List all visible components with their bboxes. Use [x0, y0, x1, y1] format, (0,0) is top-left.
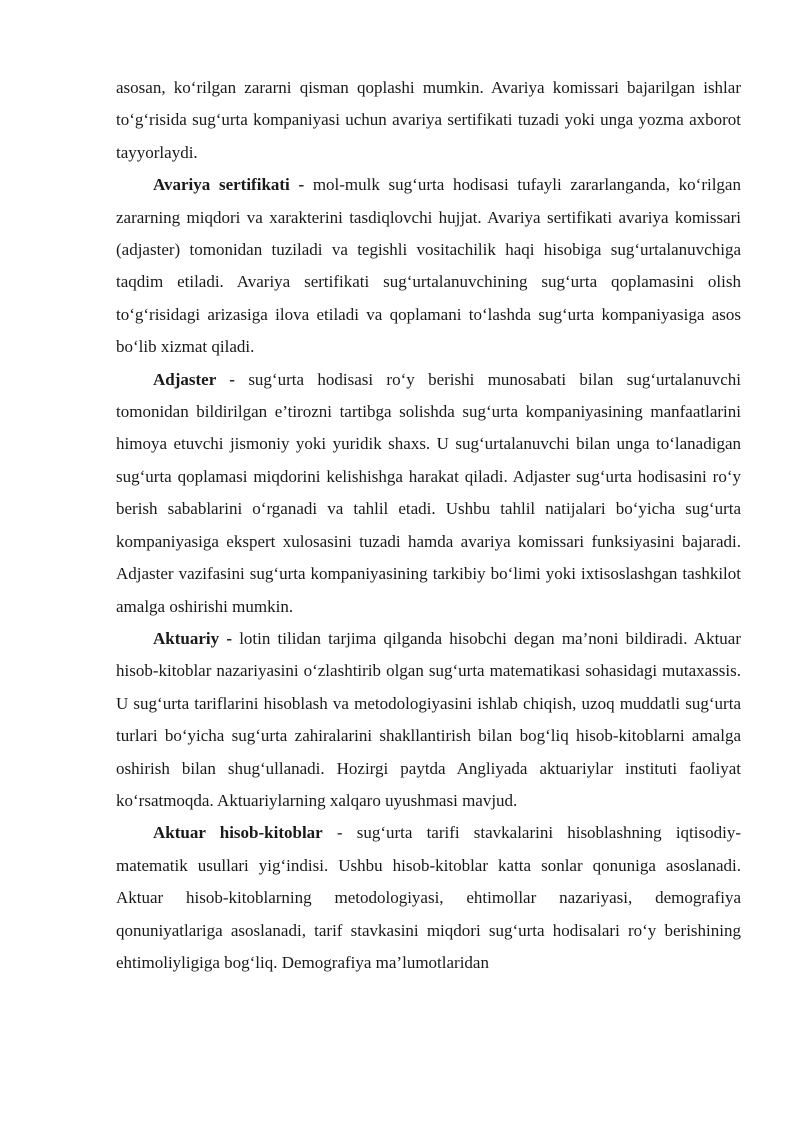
definition-separator: - — [215, 369, 249, 389]
definition-text: sug‘urta hodisasi ro‘y berishi munosabati bilan sug‘urtalanuvchi tomonidan bildirilgan e’tirozni tartibga solishda sug‘urta kompaniyasining manfaatlarini himoya etuvchi jismoniy yoki yuridik shaxs. U sug‘urtalanuvchi bilan unga to‘lanadigan sug‘urta qoplamasi miqdorini kelishishga harakat qiladi. Adjaster sug‘urta hodisasini ro‘y berish sabablarini o‘rganadi va tahlil etadi. Ushbu tahlil natijalari bo‘yicha sug‘urta kompaniyasiga ekspert xulosasini tuzadi hamda avariya komissari funksiyasini bajaradi. Adjaster vazifasini sug‘urta kompaniyasining tarkibiy bo‘limi yoki ixtisoslashgan tashkilot amalga oshirishi mumkin. — [116, 369, 741, 616]
document-page — [116, 72, 741, 979]
definition-text: lotin tilidan tarjima qilganda hisobchi degan ma’noni bildiradi. Aktuar hisob-kitoblar nazariyasini o‘zlashtirib olgan sug‘urta matematikasi sohasidagi mutaxassis. U sug‘urta tariflarini hisoblash va metodologiyasini ishlab chiqish, uzoq muddatli sug‘urta turlari bo‘yicha sug‘urta zahiralarini shakllantirish bilan bog‘liq hisob-kitoblarni amalga oshirish bilan shug‘ullanadi. Hozirgi paytda Angliyada aktuariylar instituti faoliyat ko‘rsatmoqda. Aktuariylarning xalqaro uyushmasi mavjud. — [116, 628, 741, 810]
definition-term: Avariya sertifikati — [153, 175, 290, 195]
definition-text: mol-mulk sug‘urta hodisasi tufayli zararlanganda, ko‘rilgan zararning miqdori va xarakterini tasdiqlovchi hujjat. Avariya sertifikati avariya komissari (adjaster) tomonidan tuziladi va tegishli vositachilik haqi hisobiga sug‘urtalanuvchiga taqdim etiladi. Avariya sertifikati sug‘urtalanuvchining sug‘urta qoplamasini olish to‘g‘risidagi arizasiga ilova etiladi va qoplamani to‘lashda sug‘urta kompaniyasiga asos bo‘lib xizmat qiladi. — [116, 175, 741, 357]
definition-aktuar-hisob-kitoblar — [116, 817, 741, 979]
paragraph-continuation — [116, 72, 741, 169]
definition-term: Adjaster — [153, 369, 216, 389]
definition-term: Aktuar hisob-kitoblar — [153, 823, 323, 843]
definition-separator: - — [219, 628, 240, 648]
definition-separator: - — [289, 175, 313, 195]
definition-avariya-sertifikati — [116, 169, 741, 363]
definition-term: Aktuariy — [153, 628, 220, 648]
definition-separator: - — [322, 823, 357, 843]
paragraph-text: asosan, ko‘rilgan zararni qisman qoplashi mumkin. Avariya komissari bajarilgan ishlar to‘g‘risida sug‘urta kompaniyasi uchun avariya sertifikati tuzadi yoki unga yozma axborot tayyorlaydi. — [116, 78, 741, 162]
definition-text: sug‘urta tarifi stavkalarini hisoblashning iqtisodiy-matematik usullari yig‘indisi. Ushbu hisob-kitoblar katta sonlar qonuniga asoslanadi. Aktuar hisob-kitoblarning metodologiyasi, ehtimollar nazariyasi, demografiya qonuniyatlariga asoslanadi, tarif stavkasini miqdori sug‘urta hodisalari ro‘y berishining ehtimoliyligiga bog‘liq. Demografiya ma’lumotlaridan — [116, 823, 741, 972]
definition-adjaster — [116, 364, 741, 623]
definition-aktuariy — [116, 623, 741, 817]
